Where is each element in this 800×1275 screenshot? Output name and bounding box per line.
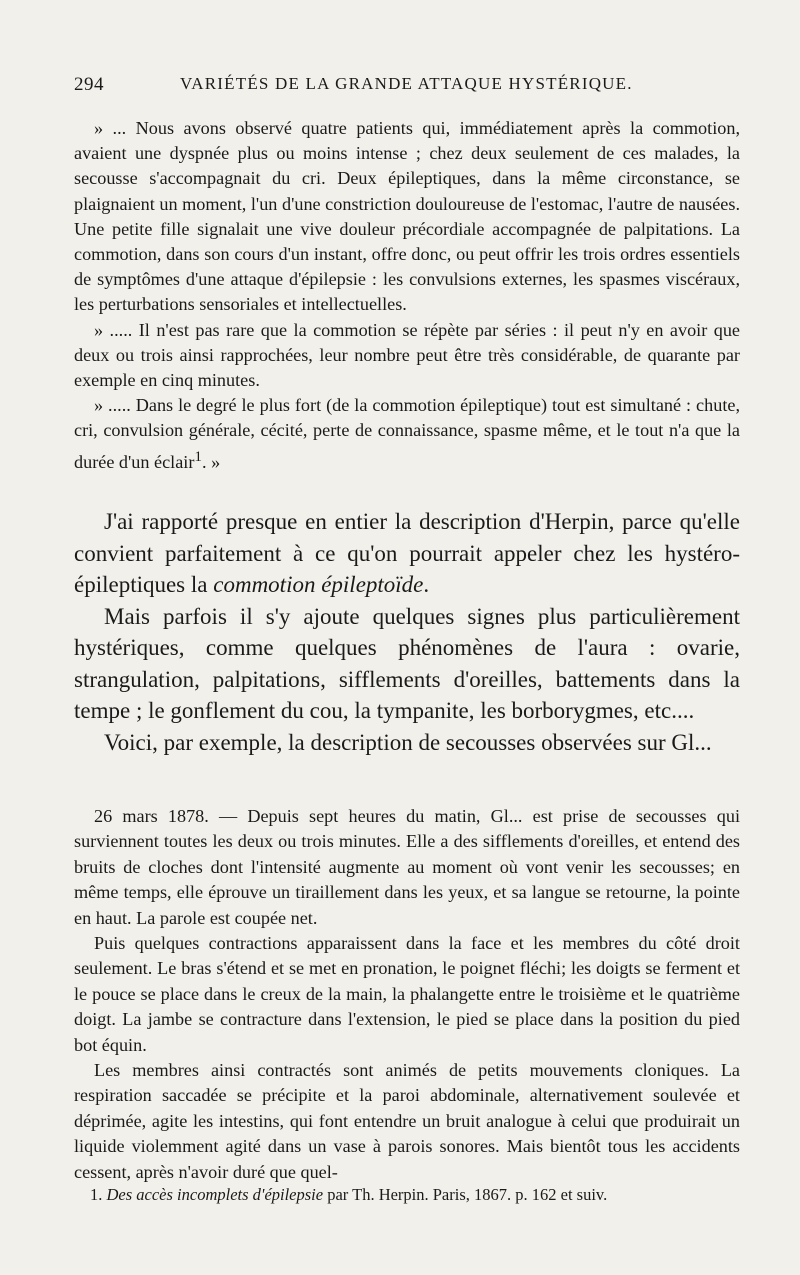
quote-paragraph-1: » ... Nous avons observé quatre patients qui, immédiatement après la commotion, avaient une dyspnée plus ou moins intense ; chez deux seulement de ces malades, la secousse s'accompagnait du cri. Deux épileptiques, dans la même circonstance, se plaignaient un moment, l'un d'une constriction douloureuse de l'estomac, l'autre de nausées. Une petite fille signalait une vive douleur précordiale accompagnée de palpitations. La commotion, dans son cours d'un instant, offre donc, ou peut offrir les trois ordres essentiels de symptômes d'une attaque d'épilepsie : les convulsions externes, les spasmes viscéraux, les perturbations sensoriales et intellectuelles.: [74, 118, 740, 315]
main-text: [74, 506, 740, 758]
body-paragraph-1-end: .: [423, 572, 430, 597]
body-paragraph-1-text: J'ai rapporté presque en entier la description d'Herpin, parce qu'elle convient parfaitement à ce qu'on pourrait appeler chez les hystéro-épileptiques la: [74, 509, 740, 597]
quoted-passage: [74, 116, 740, 475]
observation-paragraph-1: 26 mars 1878. — Depuis sept heures du matin, Gl... est prise de secousses qui surviennent toutes les deux ou trois minutes. Elle a des sifflements d'oreilles, et entend des bruits de cloches dont l'intensité augmente au moment où vont venir les secousses; en même temps, elle éprouve un tiraillement dans les yeux, et sa langue se retourne, la pointe en haut. La parole est coupée net.: [74, 806, 740, 928]
footnote: [74, 1184, 740, 1206]
page-number: 294: [74, 74, 104, 95]
running-title: VARIÉTÉS DE LA GRANDE ATTAQUE HYSTÉRIQUE.: [180, 74, 633, 93]
page-header: [74, 74, 740, 100]
quote-paragraph-3: [74, 393, 740, 475]
quote-paragraph-3-text: » ..... Dans le degré le plus fort (de la commotion épileptique) tout est simultané : chute, cri, convulsion générale, cécité, perte de connaissance, spasme même, et le tout n'a que la durée d'un éclair: [74, 395, 740, 472]
quote-paragraph-3-end: . »: [202, 451, 221, 472]
observation-passage: [74, 804, 740, 1185]
body-paragraph-1-italic: commotion épileptoïde: [213, 572, 424, 597]
footnote-title: Des accès incomplets d'épilepsie: [106, 1185, 324, 1204]
body-paragraph-1: [74, 506, 740, 601]
body-paragraph-3: Voici, par exemple, la description de secousses observées sur Gl...: [104, 729, 712, 755]
footnote-reference: 1: [194, 447, 202, 465]
footnote-number: 1.: [90, 1185, 103, 1204]
observation-paragraph-2: Puis quelques contractions apparaissent dans la face et les membres du côté droit seulement. Le bras s'étend et se met en pronation, le poignet fléchi; les doigts se ferment et le pouce se place dans le creux de la main, la phalangette entre le troisième et le quatrième doigt. La jambe se contracture dans l'extension, le pied se place dans la position du pied bot équin.: [74, 933, 740, 1055]
footnote-text: par Th. Herpin. Paris, 1867. p. 162 et suiv.: [323, 1185, 608, 1204]
quote-paragraph-2: » ..... Il n'est pas rare que la commotion se répète par séries : il peut n'y en avoir que deux ou trois ainsi rapprochées, leur nombre peut être très considérable, de quarante par exemple en cinq minutes.: [74, 319, 740, 391]
observation-paragraph-3: Les membres ainsi contractés sont animés de petits mouvements cloniques. La respiration saccadée se précipite et la paroi abdominale, alternativement soulevée et déprimée, agite les intestins, qui font entendre un bruit analogue à celui que produirait un liquide violemment agité dans un vase à parois sonores. Mais bientôt tous les accidents cessent, après n'avoir duré que quel-: [74, 1060, 740, 1182]
body-paragraph-2: Mais parfois il s'y ajoute quelques signes plus particulièrement hystériques, comme quelques phénomènes de l'aura : ovarie, strangulation, palpitations, sifflements d'oreilles, battements dans la tempe ; le gonflement du cou, la tympanite, les borborygmes, etc....: [74, 603, 740, 723]
